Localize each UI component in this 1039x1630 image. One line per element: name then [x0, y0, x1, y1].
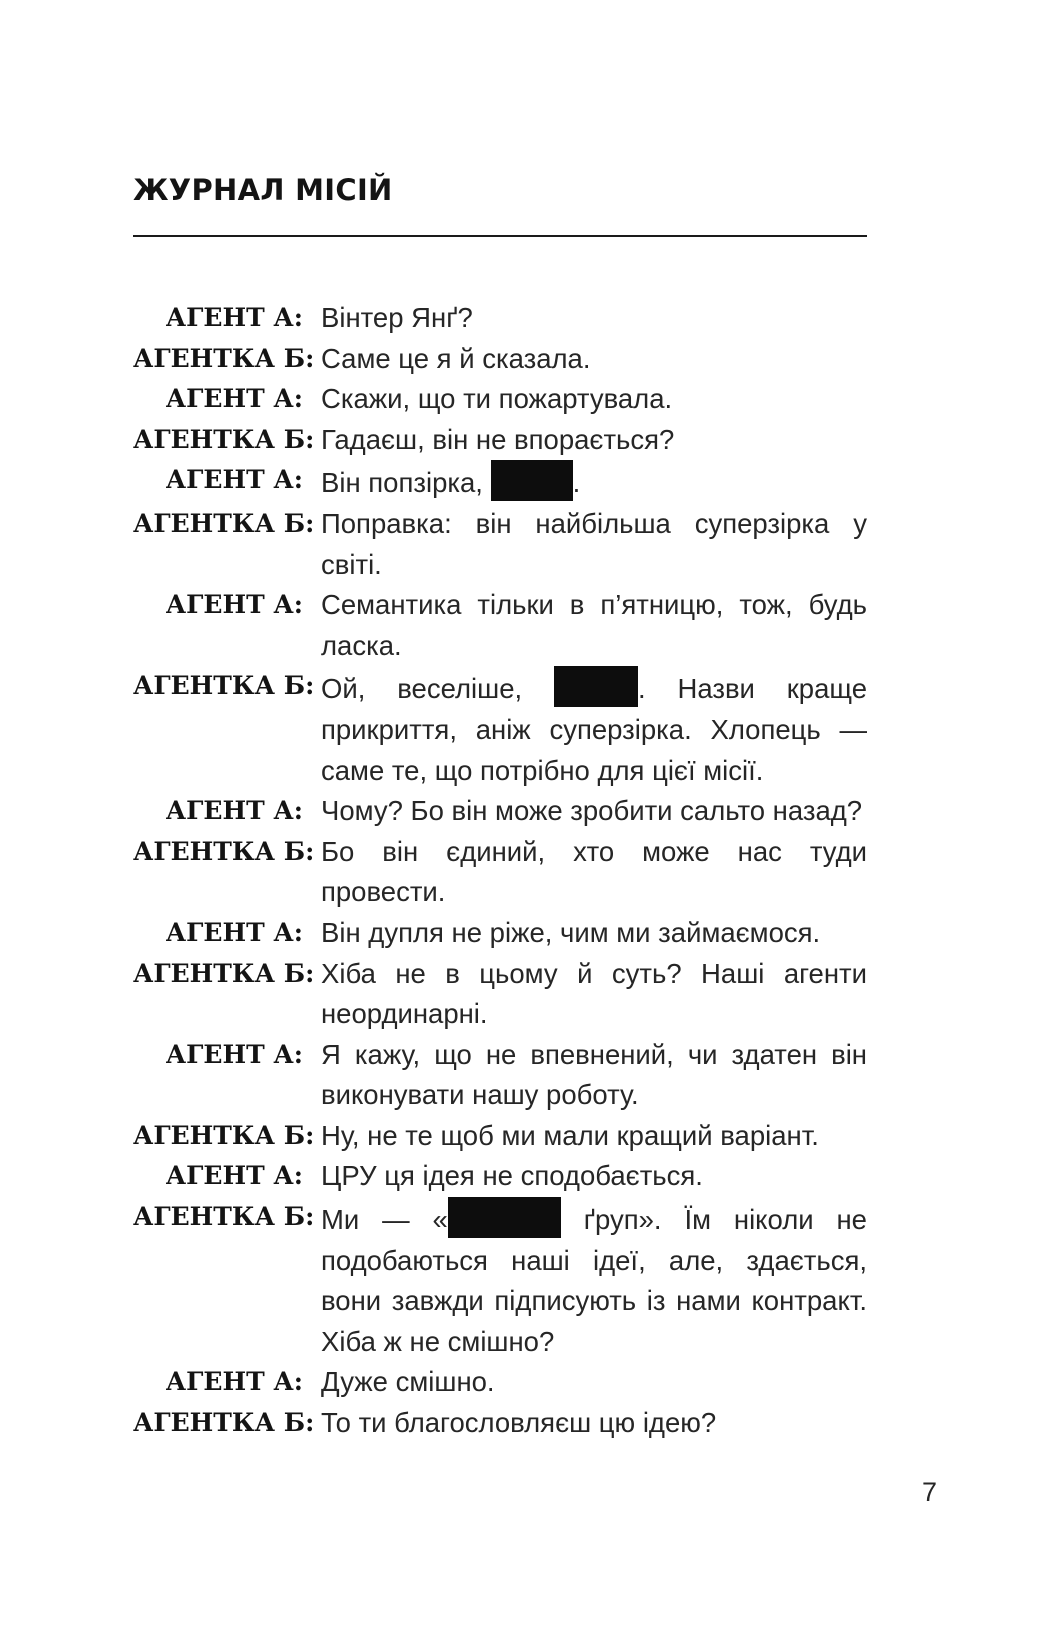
- speech-text-after: ґруп». Їм ніколи не подобаються наші ідеї, але, здається, вони завжди підписують із нами контракт. Хіба ж не смішно?: [321, 1204, 867, 1357]
- speech-text: ЦРУ ця ідея не сподобається.: [321, 1160, 703, 1192]
- page-title: ЖУРНАЛ МІСІЙ: [133, 173, 393, 207]
- speech-text-after: . Назви краще прикриття, аніж суперзірка. Хлопець — саме те, що потрібно для цієї місії.: [321, 673, 868, 786]
- redaction-block: [491, 460, 573, 501]
- speech-text: [321, 1197, 867, 1362]
- dialogue-log: [133, 298, 867, 1444]
- speech-text: Дуже смішно.: [321, 1366, 495, 1398]
- speaker-label: АГЕНТКА Б:: [133, 1408, 315, 1438]
- speaker-label: АГЕНТКА Б:: [133, 508, 315, 538]
- dialogue-line: [133, 460, 867, 504]
- speech-text-after: .: [572, 467, 581, 499]
- speaker-label: АГЕНТКА Б:: [133, 343, 315, 373]
- speech-text: [321, 460, 867, 504]
- dialogue-line: [133, 666, 867, 791]
- speaker-label: АГЕНТ А:: [165, 917, 303, 947]
- speech-text-before: Ми — «: [321, 1204, 448, 1236]
- speaker-label: АГЕНТ А:: [165, 1039, 303, 1069]
- speech-text: Я кажу, що не впевнений, чи здатен він виконувати нашу роботу.: [321, 1038, 867, 1111]
- title-divider: [133, 235, 867, 237]
- redaction-block: [448, 1197, 561, 1238]
- page-number: 7: [922, 1477, 938, 1507]
- dialogue-line: [133, 1156, 867, 1197]
- dialogue-line: [133, 832, 867, 913]
- speech-text: Він дупля не ріже, чим ми займаємося.: [321, 916, 821, 948]
- speaker-label: АГЕНТ А:: [165, 465, 303, 495]
- dialogue-line: [133, 913, 867, 954]
- speaker-label: АГЕНТКА Б:: [133, 958, 315, 988]
- speech-text: То ти благословляєш цю ідею?: [321, 1407, 717, 1439]
- speech-text: Вінтер Янґ?: [321, 302, 473, 333]
- speaker-label: АГЕНТ А:: [165, 1367, 303, 1397]
- dialogue-line: [133, 1035, 867, 1116]
- dialogue-line: [133, 379, 867, 420]
- speaker-label: АГЕНТКА Б:: [133, 424, 315, 454]
- dialogue-line: [133, 420, 867, 461]
- speaker-label: АГЕНТКА Б:: [133, 836, 315, 866]
- dialogue-line: [133, 1197, 867, 1362]
- speech-text-before: Ой, веселіше,: [321, 673, 523, 705]
- dialogue-line: [133, 298, 867, 339]
- dialogue-line: [133, 339, 867, 380]
- speech-text: Гадаєш, він не впорається?: [321, 423, 675, 455]
- speech-text: [321, 666, 867, 791]
- dialogue-line: [133, 1403, 867, 1444]
- speaker-label: АГЕНТ А:: [165, 796, 303, 826]
- dialogue-line: [133, 954, 867, 1035]
- dialogue-line: [133, 1116, 867, 1157]
- dialogue-line: [133, 1362, 867, 1403]
- speech-text: Хіба не в цьому й суть? Наші агенти неординарні.: [321, 957, 867, 1030]
- speech-text: Поправка: він найбільша суперзірка у світі.: [321, 507, 867, 580]
- speaker-label: АГЕНТКА Б:: [133, 1202, 315, 1232]
- speech-text: Скажи, що ти пожартувала.: [321, 383, 673, 415]
- speaker-label: АГЕНТ А:: [165, 590, 303, 620]
- speech-text: Чому? Бо він може зробити сальто назад?: [321, 795, 863, 827]
- speech-text: Саме це я й сказала.: [321, 342, 591, 374]
- dialogue-line: [133, 504, 867, 585]
- speaker-label: АГЕНТКА Б:: [133, 671, 315, 701]
- speech-text: Ну, не те щоб ми мали кращий варіант.: [321, 1119, 819, 1151]
- redaction-block: [554, 666, 638, 707]
- speaker-label: АГЕНТ А:: [165, 303, 303, 332]
- speaker-label: АГЕНТ А:: [165, 1161, 303, 1191]
- dialogue-line: [133, 791, 867, 832]
- speech-text-before: Він попзірка,: [321, 467, 483, 499]
- speech-text: Бо він єдиний, хто може нас туди провести.: [321, 835, 867, 908]
- speaker-label: АГЕНТКА Б:: [133, 1120, 315, 1150]
- dialogue-line: [133, 585, 867, 666]
- speaker-label: АГЕНТ А:: [165, 384, 303, 414]
- speech-text: Семантика тільки в п’ятницю, тож, будь ласка.: [321, 589, 867, 661]
